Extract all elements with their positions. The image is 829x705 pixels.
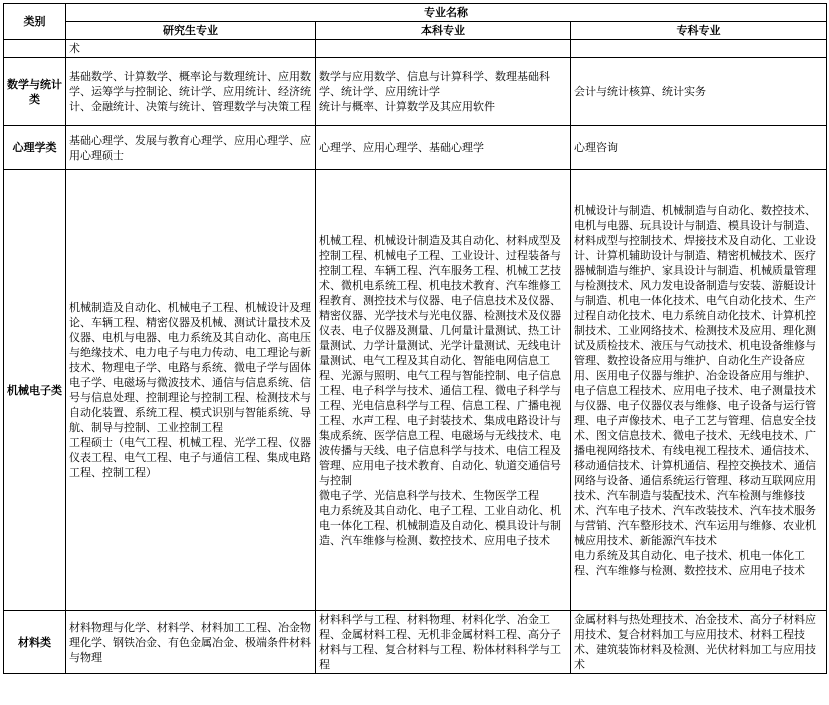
continuation-junior-cell [571,40,827,58]
continuation-row [4,40,827,58]
junior-majors-cell: 金属材料与热处理技术、冶金技术、高分子材料应用技术、复合材料加工与应用技术、材料工程技术、建筑装饰材料及检测、光伏材料加工与应用技术 [571,611,827,674]
junior-majors-cell: 机械设计与制造、机械制造与自动化、数控技术、电机与电器、玩具设计与制造、模具设计与制造、材料成型与控制技术、焊接技术及自动化、工业设计、计算机辅助设计与制造、精密机械技术、医疗器械制造与维护、家具设计与制造、机械质量管理与检测技术、风力发电设备制造与安装、游艇设计与制造、机电一体化技术、电气自动化技术、生产过程自动化技术、电力系统自动化技术、计算机控制技术、工业网络技术、检测技术及应用、理化测试及质检技术、液压与气动技术、机电设备维修与管理、数控设备应用与维护、自动化生产设备应用、医用电子仪器与维护、冶金设备应用与维护、电子信息工程技术、应用电子技术、电子测量技术与仪器、电子仪器仪表与维修、电子设备与运行管理、电子声像技术、电子工艺与管理、信息安全技术、图文信息技术、微电子技术、无线电技术、广播电视网络技术、有线电视工程技术、通信技术、移动通信技术、计算机通信、程控交换技术、通信网络与设备、通信系统运行管理、移动互联网应用技术、汽车制造与装配技术、汽车检测与维修技术、汽车电子技术、汽车改装技术、汽车技术服务与营销、汽车整形技术、汽车运用与维修、农业机械应用技术、新能源汽车技术 电力系统及其自动化、电子技术、机电一体化工程、汽车维修与检测、数控技术、应用电子技术 [571,170,827,611]
junior-header: 专科专业 [571,22,827,40]
category-header: 类别 [4,4,66,40]
continuation-undergraduate-cell [316,40,571,58]
graduate-majors-cell: 基础心理学、发展与教育心理学、应用心理学、应用心理硕士 [66,126,316,170]
junior-majors-cell: 会计与统计核算、统计实务 [571,58,827,126]
category-cell: 机械电子类 [4,170,66,611]
category-cell: 心理学类 [4,126,66,170]
undergraduate-majors-cell: 数学与应用数学、信息与计算科学、数理基础科学、统计学、应用统计学 统计与概率、计算数学及其应用软件 [316,58,571,126]
header-row-sub [4,22,827,40]
graduate-majors-cell: 机械制造及自动化、机械电子工程、机械设计及理论、车辆工程、精密仪器及机械、测试计量技术及仪器、电机与电器、电力系统及其自动化、高电压与绝缘技术、电力电子与电力传动、电工理论与新技术、物理电子学、电路与系统、微电子学与固体电子学、电磁场与微波技术、通信与信息系统、信号与信息处理、控制理论与控制工程、检测技术与自动化装置、系统工程、模式识别与智能系统、导航、制导与控制、工业控制工程 工程硕士（电气工程、机械工程、光学工程、仪器仪表工程、电气工程、电子与通信工程、集成电路工程、控制工程） [66,170,316,611]
undergraduate-majors-cell: 机械工程、机械设计制造及其自动化、材料成型及控制工程、机械电子工程、工业设计、过程装备与控制工程、车辆工程、汽车服务工程、机械工艺技术、微机电系统工程、机电技术教育、汽车维修工程教育、测控技术与仪器、电子信息技术及仪器、精密仪器、光学技术与光电仪器、检测技术及仪器仪表、电子仪器及测量、几何量计量测试、热工计量测试、力学计量测试、光学计量测试、无线电计量测试、电气工程及其自动化、智能电网信息工程、光源与照明、电气工程与智能控制、电子信息工程、电子科学与技术、通信工程、微电子科学与工程、光电信息科学与工程、信息工程、广播电视工程、水声工程、电子封装技术、集成电路设计与集成系统、医学信息工程、电磁场与无线技术、电波传播与天线、电子信息科学与技术、电信工程及管理、应用电子技术教育、自动化、轨道交通信号与控制 微电子学、光信息科学与技术、生物医学工程 电力系统及其自动化、电子工程、工业自动化、机电一体化工程、机械制造及自动化、模具设计与制造、汽车维修与检测、数控技术、应用电子技术 [316,170,571,611]
undergraduate-majors-cell: 心理学、应用心理学、基础心理学 [316,126,571,170]
table-row [4,611,827,674]
continuation-graduate-cell: 术 [66,40,316,58]
table-row [4,170,827,611]
graduate-majors-cell: 基础数学、计算数学、概率论与数理统计、应用数学、运筹学与控制论、统计学、应用统计、经济统计、金融统计、决策与统计、管理数学与决策工程 [66,58,316,126]
undergraduate-majors-cell: 材料科学与工程、材料物理、材料化学、冶金工程、金属材料工程、无机非金属材料工程、高分子材料与工程、复合材料与工程、粉体材料科学与工程 [316,611,571,674]
category-cell: 数学与统计类 [4,58,66,126]
graduate-header: 研究生专业 [66,22,316,40]
table-row [4,126,827,170]
junior-majors-cell: 心理咨询 [571,126,827,170]
major-name-header: 专业名称 [66,4,827,22]
category-cell: 材料类 [4,611,66,674]
header-row-top [4,4,827,22]
continuation-category-cell [4,40,66,58]
table-row [4,58,827,126]
graduate-majors-cell: 材料物理与化学、材料学、材料加工工程、冶金物理化学、钢铁冶金、有色金属冶金、极端条件材料与物理 [66,611,316,674]
major-catalog-table [3,3,827,674]
undergraduate-header: 本科专业 [316,22,571,40]
